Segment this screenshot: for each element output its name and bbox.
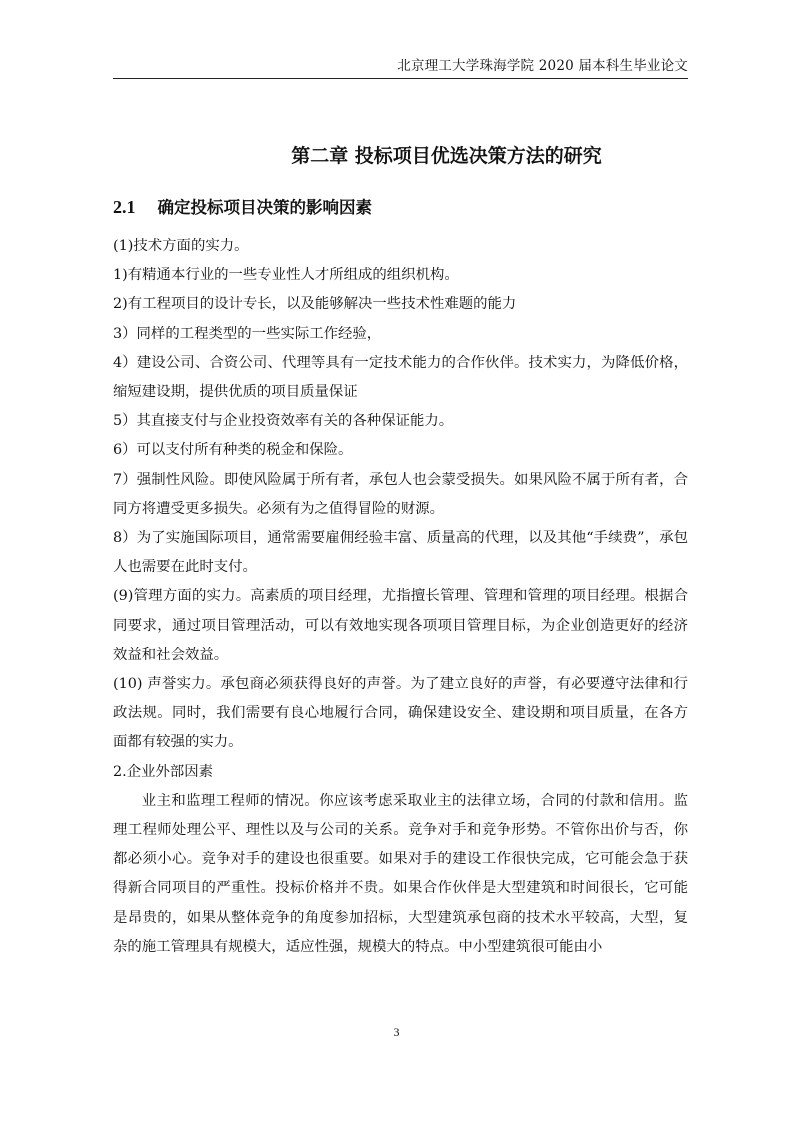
paragraph: 6）可以支付所有种类的税金和保险。: [113, 442, 353, 459]
paragraph: 4）建设公司、合资公司、代理等具有一定技术能力的合作伙伴。技术实力，为降低价格，缩短建设期，提供优质的项目质量保证: [113, 354, 688, 401]
paragraph: 2.企业外部因素: [113, 763, 214, 780]
page-number: 3: [393, 1025, 400, 1039]
paragraph: (10) 声誉实力。承包商必须获得良好的声誉。为了建立良好的声誉，有必要遵守法律和行政法规。同时，我们需要有良心地履行合同，确保建设安全、建设期和项目质量，在各方面都有较强的实力。: [113, 676, 688, 751]
paragraph: 1)有精通本行业的一些专业性人才所组成的组织机构。: [113, 267, 459, 284]
paragraph: 业主和监理工程师的情况。你应该考虑采取业主的法律立场，合同的付款和信用。监理工程师处理公平、理性以及与公司的关系。竞争对手和竞争形势。不管你出价与否，你都必须小心。竞争对手的建设也很重要。如果对手的建设工作很快完成，它可能会急于获得新合同项目的严重性。投标价格并不贵。如果合作伙伴是大型建筑和时间很长，它可能是昂贵的，如果从整体竞争的角度参加招标，大型建筑承包商的技术水平较高，大型，复杂的施工管理具有规模大，适应性强，规模大的特点。中小型建筑很可能由小: [113, 792, 688, 955]
body-text: [113, 232, 688, 962]
paragraph: (1)技术方面的实力。: [113, 238, 249, 254]
section-number: 2.1: [113, 197, 136, 217]
header-rule: [113, 78, 688, 79]
section-heading: [113, 194, 372, 218]
section-title: 确定投标项目决策的影响因素: [157, 198, 372, 217]
paragraph: 7）强制性风险。即使风险属于所有者，承包人也会蒙受损失。如果风险不属于所有者，合同方将遭受更多损失。必须有为之值得冒险的财源。: [113, 471, 688, 517]
paragraph: 3）同样的工程类型的一些实际工作经验，: [113, 325, 382, 342]
paragraph: 8）为了实施国际项目，通常需要雇佣经验丰富、质量高的代理，以及其他“手续费”，承包人也需要在此时支付。: [113, 530, 688, 576]
paragraph: 5）其直接支付与企业投资效率有关的各种保证能力。: [113, 413, 454, 430]
chapter-title: 第二章 投标项目优选决策方法的研究: [291, 145, 602, 167]
paragraph: (9)管理方面的实力。高素质的项目经理，尤指擅长管理、管理和管理的项目经理。根据合同要求，通过项目管理活动，可以有效地实现各项项目管理目标，为企业创造更好的经济效益和社会效益。: [113, 588, 688, 663]
running-header: 北京理工大学珠海学院 2020 届本科生毕业论文: [397, 58, 688, 74]
paragraph: 2)有工程项目的设计专长，以及能够解决一些技术性难题的能力: [113, 296, 517, 313]
